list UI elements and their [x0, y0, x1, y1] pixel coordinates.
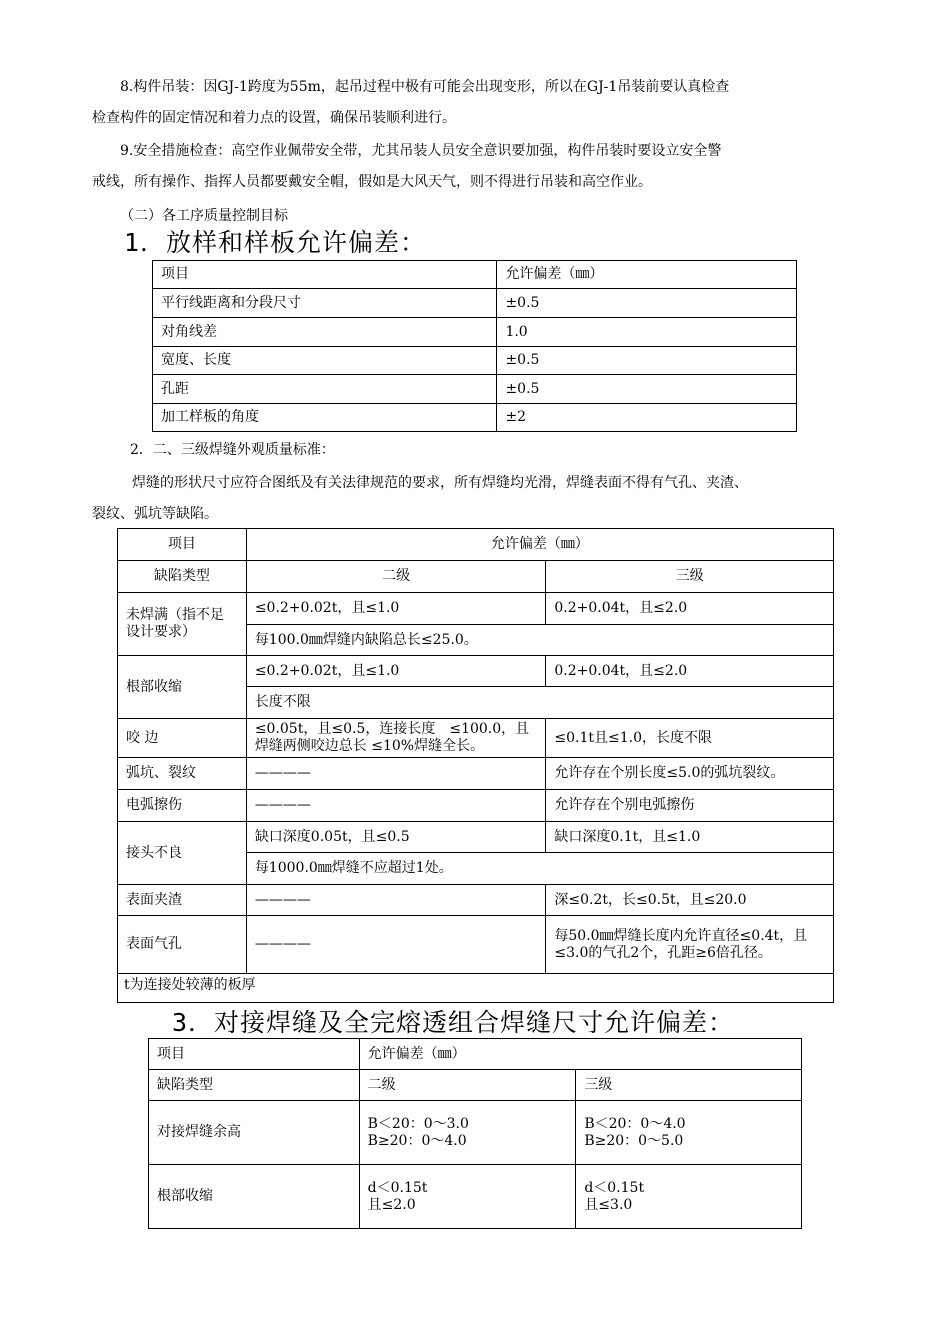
table-row: [149, 1101, 802, 1165]
table-cell: 缺口深度0.1t，且≤1.0: [546, 822, 834, 853]
table-cell: 深≤0.2t，长≤0.5t，且≤20.0: [546, 885, 834, 916]
heading-weld-appearance: 2．二、三级焊缝外观质量标准：: [130, 442, 335, 458]
table-row: [118, 885, 834, 916]
table-cell: ±0.5: [497, 347, 797, 375]
table-cell: 允许存在个别电弧擦伤: [546, 790, 834, 822]
table-row: [149, 1165, 802, 1229]
table-cell: 电弧擦伤: [118, 790, 247, 822]
para9-line1: 9.安全措施检查：高空作业佩带安全带，尤其吊装人员安全意识要加强，构件吊装时要设立安全警: [120, 143, 722, 159]
table-header-row: [149, 1070, 802, 1101]
table-cell: [359, 1165, 576, 1229]
table-row: [153, 375, 797, 404]
table-cell: 每1000.0㎜焊缝不应超过1处。: [246, 853, 833, 885]
table-layout-tolerance: [152, 260, 797, 432]
table-cell: 对接焊缝余高: [149, 1101, 360, 1165]
table-row: [118, 790, 834, 822]
table-cell: ————: [246, 790, 546, 822]
table-cell: 根部收缩: [118, 656, 247, 719]
table-row: [153, 318, 797, 347]
table-cell: ≤0.1t且≤1.0，长度不限: [546, 719, 834, 758]
table-cell: ————: [246, 916, 546, 974]
table-cell: 孔距: [153, 375, 497, 404]
table-cell: 每50.0㎜焊缝长度内允许直径≤0.4t，且≤3.0的气孔2个，孔距≥6倍孔径。: [546, 916, 834, 974]
cell-line: 且≤3.0: [584, 1196, 633, 1213]
table-cell: ±2: [497, 404, 797, 432]
table-cell: 未焊满（指不足设计要求）: [118, 593, 247, 656]
paragraph-component-lifting: [92, 72, 867, 134]
table-cell: ±0.5: [497, 289, 797, 318]
cell-line: B＜20：0～3.0: [367, 1115, 469, 1132]
table-row: [118, 758, 834, 790]
table-cell: 加工样板的角度: [153, 404, 497, 432]
table-cell: 长度不限: [246, 687, 833, 719]
weld-para-line2: 裂纹、弧坑等缺陷。: [92, 506, 218, 522]
table-header-cell: 允许偏差（㎜）: [497, 261, 797, 289]
table-butt-weld-tolerance: [148, 1038, 802, 1229]
table-header-cell: 缺陷类型: [118, 561, 247, 593]
table-header-cell: 三级: [576, 1070, 802, 1101]
table-header-cell: 允许偏差（㎜）: [359, 1039, 801, 1070]
section-title: （二）各工序质量控制目标: [120, 208, 288, 224]
table-header-row: [149, 1039, 802, 1070]
cell-line: d＜0.15t: [367, 1179, 428, 1196]
table-header-cell: 二级: [359, 1070, 576, 1101]
cell-line: 且≤2.0: [367, 1196, 416, 1213]
table-cell: 缺口深度0.05t，且≤0.5: [246, 822, 546, 853]
cell-line: d＜0.15t: [584, 1179, 645, 1196]
table-cell: 允许存在个别长度≤5.0的弧坑裂纹。: [546, 758, 834, 790]
table-cell: 0.2+0.04t，且≤2.0: [546, 593, 834, 625]
table-header-cell: 项目: [118, 529, 247, 561]
table-header-cell: 缺陷类型: [149, 1070, 360, 1101]
table-cell: [576, 1101, 802, 1165]
table-cell: 1.0: [497, 318, 797, 347]
table-cell: ————: [246, 758, 546, 790]
table-cell: 表面气孔: [118, 916, 247, 974]
table-header-row: [118, 529, 834, 561]
table-cell: ≤0.2+0.02t，且≤1.0: [246, 593, 546, 625]
table-row: [153, 404, 797, 432]
table-header-cell: 三级: [546, 561, 834, 593]
heading-butt-weld-tolerance: 3．对接焊缝及全完熔透组合焊缝尺寸允许偏差：: [172, 1008, 735, 1037]
table-header-cell: 允许偏差（㎜）: [246, 529, 833, 561]
table-header-cell: 项目: [153, 261, 497, 289]
table-cell: 每100.0㎜焊缝内缺陷总长≤25.0。: [246, 625, 833, 656]
paragraph-weld-requirements: [92, 468, 867, 530]
para8-line2: 检查构件的固定情况和着力点的设置，确保吊装顺利进行。: [92, 110, 456, 126]
cell-line: B≥20：0～5.0: [584, 1132, 684, 1149]
table-cell: [576, 1165, 802, 1229]
cell-line: B≥20：0～4.0: [367, 1132, 467, 1149]
table-row: [118, 719, 834, 758]
table-cell: ≤0.2+0.02t，且≤1.0: [246, 656, 546, 687]
weld-para-line1: 焊缝的形状尺寸应符合图纸及有关法律规范的要求，所有焊缝均光滑，焊缝表面不得有气孔、夹渣、: [132, 475, 748, 491]
table-cell: [359, 1101, 576, 1165]
table-header-cell: 二级: [246, 561, 546, 593]
table-cell: ±0.5: [497, 375, 797, 404]
table-cell: 平行线距离和分段尺寸: [153, 289, 497, 318]
table-cell: 表面夹渣: [118, 885, 247, 916]
table-cell: 根部收缩: [149, 1165, 360, 1229]
table-row: [118, 656, 834, 687]
table-cell: 宽度、长度: [153, 347, 497, 375]
para8-line1: 8.构件吊装：因GJ-1跨度为55m，起吊过程中极有可能会出现变形，所以在GJ-1吊装前要认真检查: [120, 79, 730, 95]
table-cell: 0.2+0.04t，且≤2.0: [546, 656, 834, 687]
table-cell: ————: [246, 885, 546, 916]
table-row: [118, 593, 834, 625]
table-cell: 接头不良: [118, 822, 247, 885]
paragraph-safety-check: [92, 136, 867, 198]
table-row: [153, 347, 797, 375]
table-footnote-row: [118, 974, 834, 1003]
table-header-row: [118, 561, 834, 593]
table-footnote: t为连接处较薄的板厚: [118, 974, 834, 1003]
table-row: [153, 289, 797, 318]
table-row: [118, 916, 834, 974]
table-header-cell: 项目: [149, 1039, 360, 1070]
table-weld-appearance: [117, 528, 834, 1003]
table-cell: 咬 边: [118, 719, 247, 758]
para9-line2: 戒线，所有操作、指挥人员都要戴安全帽，假如是大风天气，则不得进行吊装和高空作业。: [92, 174, 652, 190]
cell-line: B＜20：0～4.0: [584, 1115, 686, 1132]
table-header-row: [153, 261, 797, 289]
table-row: [118, 822, 834, 853]
table-cell: 对角线差: [153, 318, 497, 347]
table-cell: ≤0.05t，且≤0.5，连接长度 ≤100.0，且焊缝两侧咬边总长 ≤10%焊缝全长。: [246, 719, 546, 758]
heading-layout-tolerance: 1．放样和样板允许偏差：: [124, 228, 427, 257]
table-cell: 弧坑、裂纹: [118, 758, 247, 790]
